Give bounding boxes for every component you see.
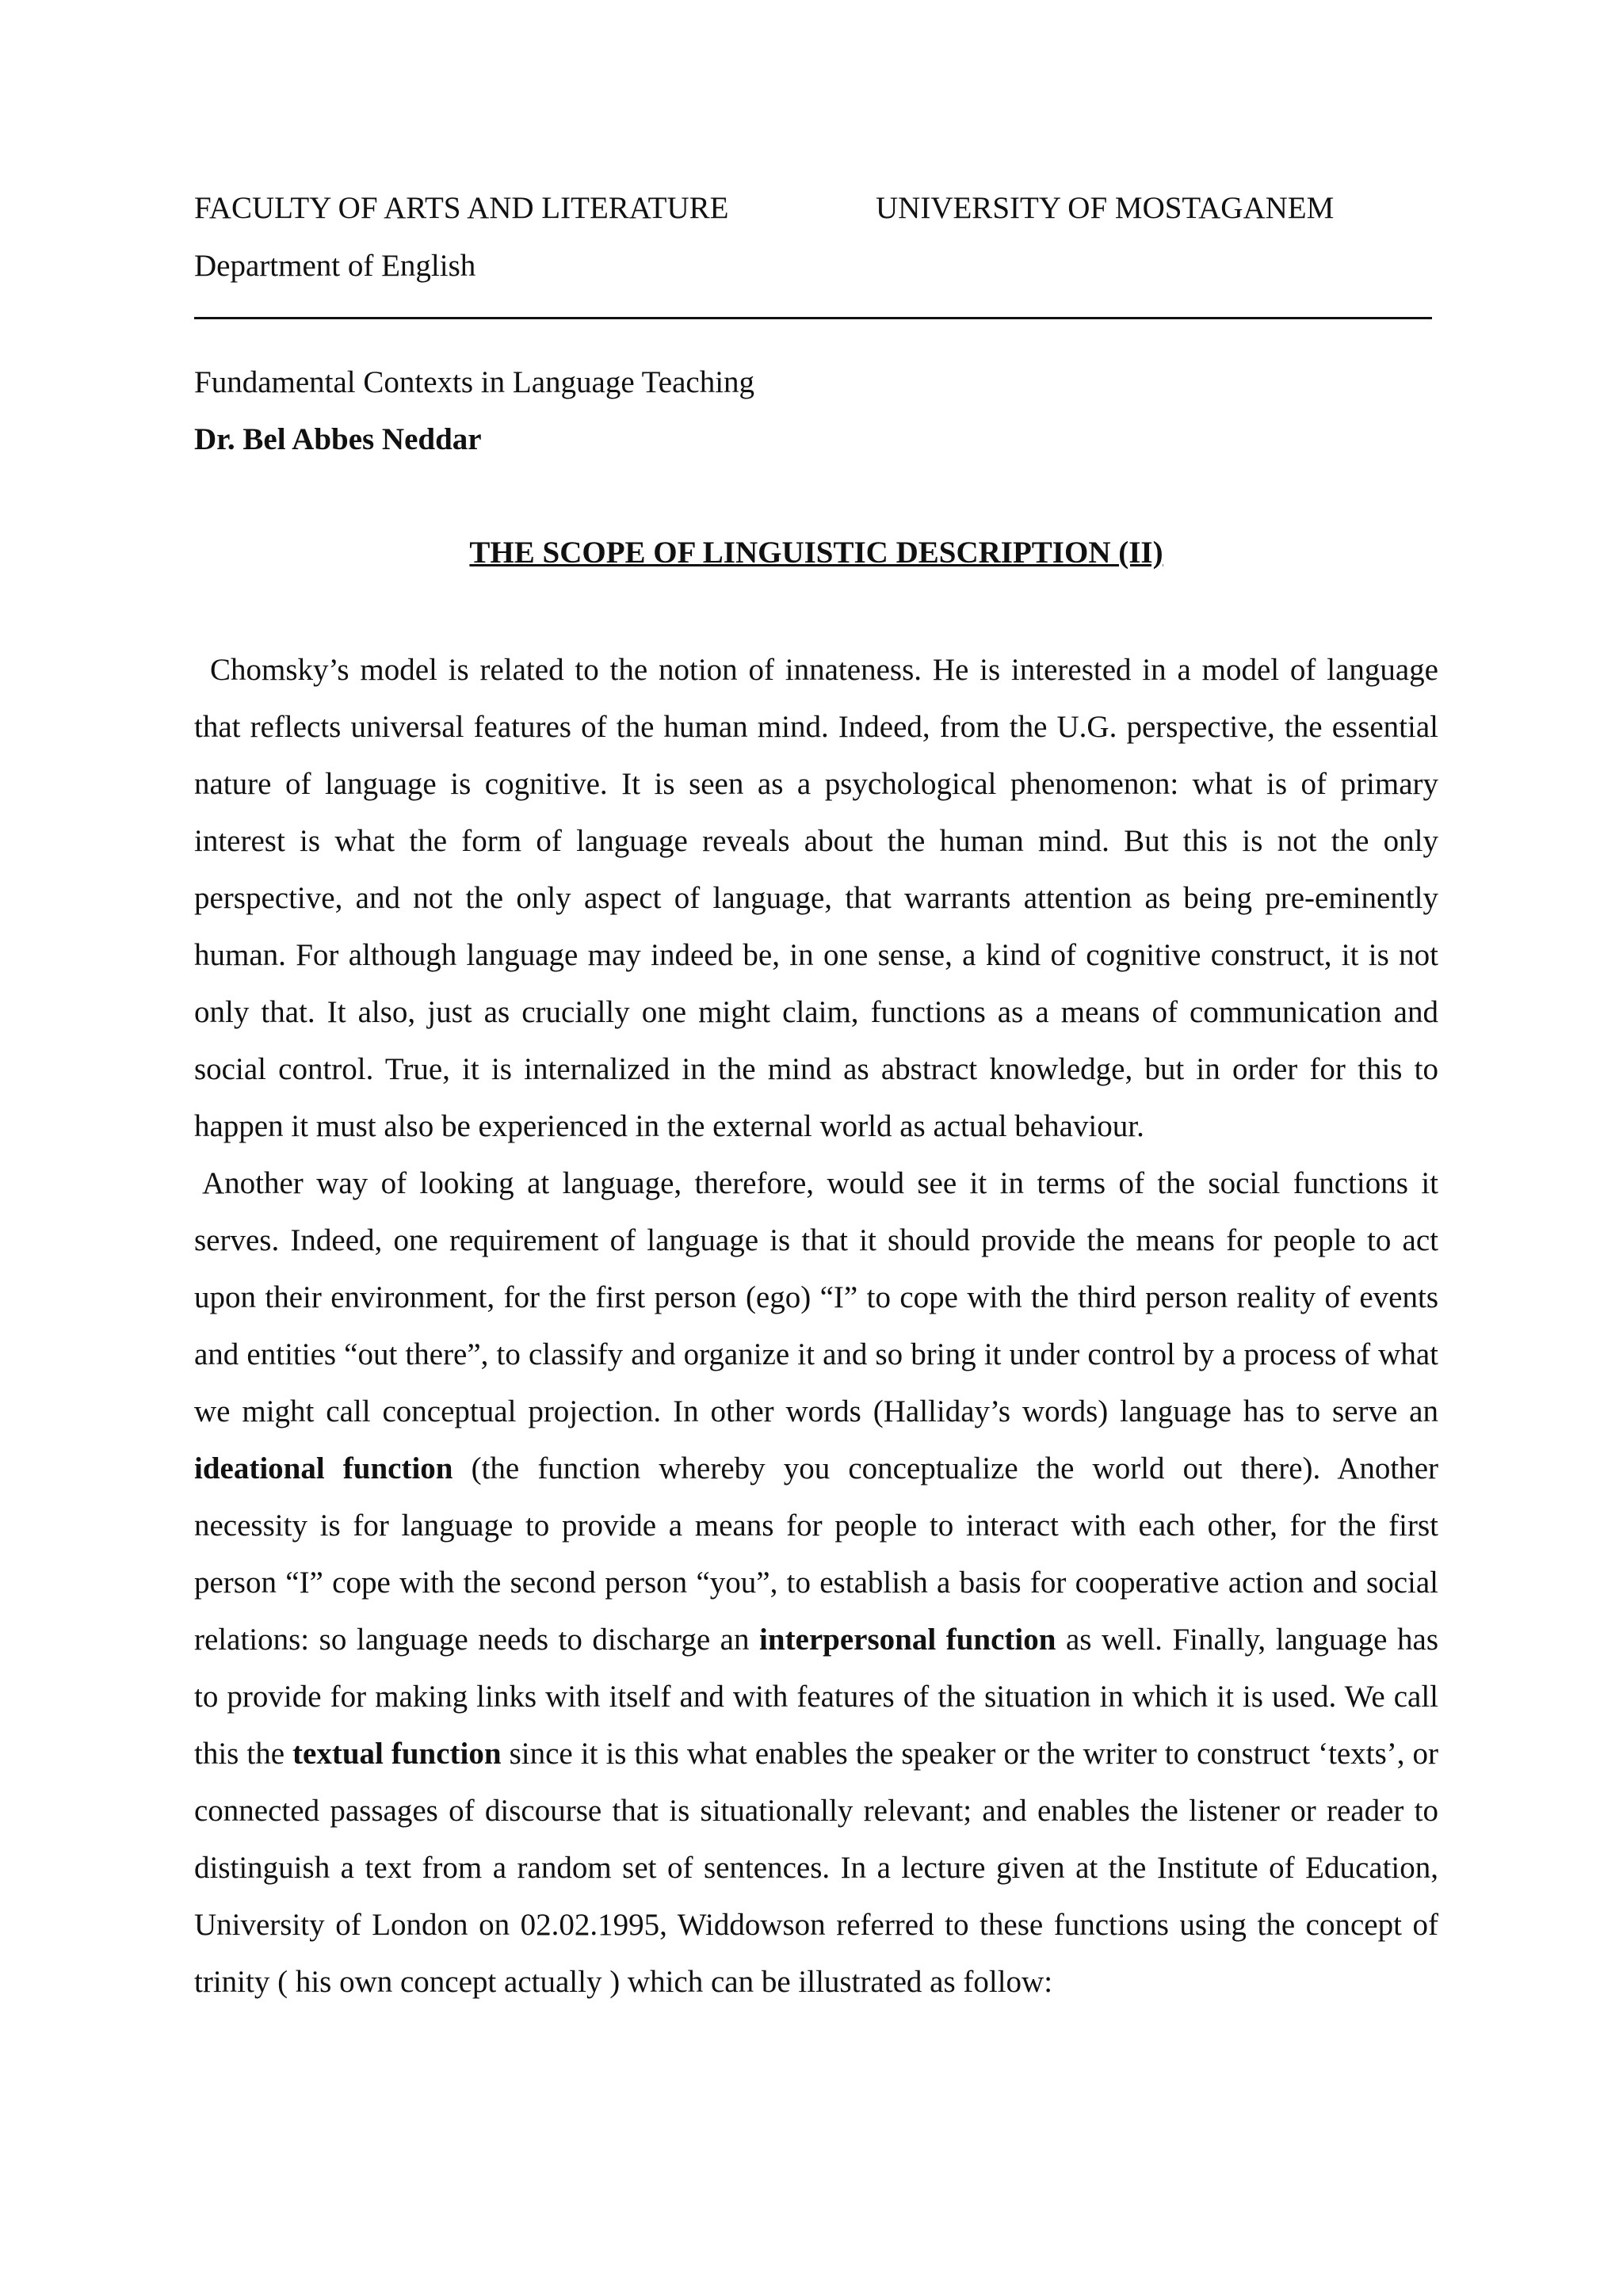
- paragraph-2: [194, 1155, 1438, 2011]
- university-name: UNIVERSITY OF MOSTAGANEM: [876, 191, 1335, 225]
- faculty-name: FACULTY OF ARTS AND LITERATURE: [194, 191, 729, 225]
- paragraph-2-text: since it is this what enables the speaker or the writer to construct ‘texts’, or connected passages of discourse that is situationally relevant; and enables the listener or reader to distinguish a text from a random set of sentences. In a lecture given at the Institute of Education, University of London on 02.02.1995, Widdowson referred to these functions using the concept of trinity ( his own concept actually ) which can be illustrated as follow:: [194, 1737, 1439, 1999]
- interpersonal-function-term: interpersonal function: [759, 1623, 1056, 1657]
- header-row: [194, 190, 1438, 238]
- document-title: THE SCOPE OF LINGUISTIC DESCRIPTION (II): [469, 536, 1163, 570]
- textual-function-term: textual function: [292, 1737, 502, 1771]
- header-divider: [194, 317, 1432, 319]
- paragraph-2-text: as well. Finally, language has to provide for making links with itself and with features of the situation in which it is used. We call this the: [194, 1623, 1439, 1771]
- ideational-function-term: ideational function: [194, 1451, 453, 1486]
- department-name: Department of English: [194, 249, 476, 283]
- paragraph-2-text: Another way of looking at language, therefore, would see it in terms of the social functions it serves. Indeed, one requirement of language is that it should provide the means for people to act upon their environment, for the first person (ego) “I” to cope with the third person reality of events and entities “out there”, to classify and organize it and so bring it under control by a process of what we might call conceptual projection. In other words (Halliday’s words) language has to serve an: [194, 1166, 1438, 1428]
- author-name: Dr. Bel Abbes Neddar: [194, 422, 482, 456]
- paragraph-2-text: (the function whereby you conceptualize the world out there). Another necessity is for language to provide a means for people to interact with each other, for the first person “I” cope with the second person “you”, to establish a basis for cooperative action and social relations: so language needs to discharge an: [194, 1451, 1438, 1657]
- course-title: Fundamental Contexts in Language Teaching: [194, 365, 755, 399]
- paragraph-1: Chomsky’s model is related to the notion of innateness. He is interested in a model of language that reflects universal features of the human mind. Indeed, from the U.G. perspective, the essential nature of language is cognitive. It is seen as a psychological phenomenon: what is of primary interest is what the form of language reveals about the human mind. But this is not the only perspective, and not the only aspect of language, that warrants attention as being pre-eminently human. For although language may indeed be, in one sense, a kind of cognitive construct, it is not only that. It also, just as crucially one might claim, functions as a means of communication and social control. True, it is internalized in the mind as abstract knowledge, but in order for this to happen it must also be experienced in the external world as actual behaviour.: [194, 653, 1438, 1143]
- document-body: [194, 642, 1438, 2011]
